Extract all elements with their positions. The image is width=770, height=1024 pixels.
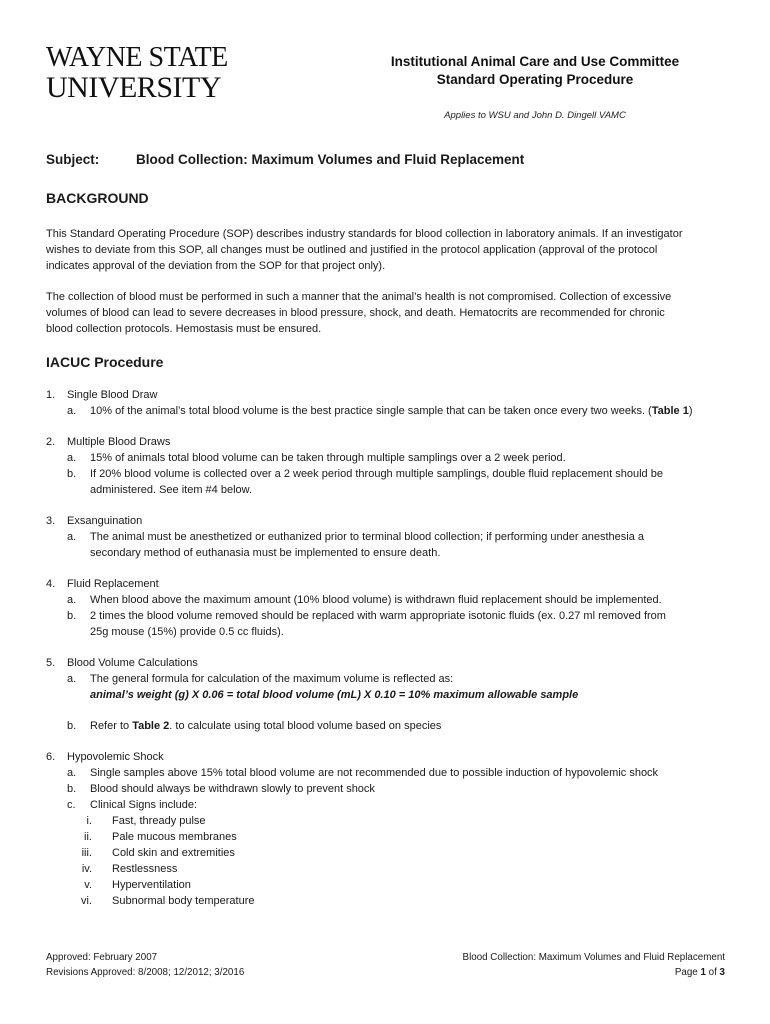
sub-text: 2 times the blood volume removed should be replaced with warm appropriate isotonic fluids (ex. 0.27 ml removed from [90, 610, 666, 622]
item-title: Exsanguination [67, 515, 143, 527]
sub-text: . to calculate using total blood volume based on species [169, 720, 442, 732]
sub-letter: a. [67, 673, 77, 685]
page-indicator [463, 965, 725, 980]
sub-item [46, 529, 736, 561]
sub-item [46, 797, 736, 813]
item-title: Single Blood Draw [67, 389, 158, 401]
subject-value: Blood Collection: Maximum Volumes and Fluid Replacement [136, 152, 525, 167]
sub-item [46, 608, 736, 640]
footer-doc-title: Blood Collection: Maximum Volumes and Fluid Replacement [462, 952, 725, 963]
subject-label: Subject: [46, 152, 100, 167]
procedure-heading: IACUC Procedure [46, 354, 164, 370]
footer-approved: Approved: February 2007 [46, 952, 158, 963]
sign-text: Subnormal body temperature [112, 895, 255, 907]
sub-letter: b. [67, 468, 77, 480]
item-number: 4. [46, 578, 56, 590]
sub-item [46, 466, 736, 498]
sub-item [46, 592, 736, 608]
sign-text: Hyperventilation [112, 879, 191, 891]
list-item-multiple-blood-draws [46, 434, 736, 498]
header-applies: Applies to WSU and John D. Dingell VAMC [444, 110, 626, 121]
item-number: 1. [46, 389, 56, 401]
text-line: volumes of blood can lead to severe decreases in blood pressure, shock, and death. Hematocrits are recommended for chronic [46, 307, 665, 319]
sub-text: Blood should always be withdrawn slowly to prevent shock [90, 783, 375, 795]
roman-numeral: ii. [84, 831, 92, 843]
clinical-sign [46, 877, 736, 893]
page-word: Page [674, 967, 701, 978]
clinical-sign [46, 861, 736, 877]
roman-numeral: iii. [81, 847, 92, 859]
item-number: 2. [46, 436, 56, 448]
background-paragraph-1 [46, 226, 726, 274]
sub-item [46, 718, 736, 734]
page-total: 3 [719, 967, 725, 978]
clinical-sign [46, 845, 736, 861]
sub-text: Refer to [90, 720, 133, 732]
list-item-single-blood-draw [46, 387, 736, 419]
header-title-line-2: Standard Operating Procedure [436, 72, 634, 87]
sub-letter: b. [67, 720, 77, 732]
sub-letter: a. [67, 531, 77, 543]
sub-text: Clinical Signs include: [90, 799, 197, 811]
footer-right [463, 950, 725, 980]
text-line: indicates approval of the deviation from the SOP for that project only). [46, 260, 386, 272]
sub-letter: a. [67, 594, 77, 606]
sub-text-end: ) [688, 405, 693, 417]
text-line: This Standard Operating Procedure (SOP) describes industry standards for blood collection in laboratory animals. If an investigator [46, 228, 683, 240]
sign-text: Cold skin and extremities [112, 847, 235, 859]
sub-text: 15% of animals total blood volume can be taken through multiple samplings over a 2 week period. [90, 452, 566, 464]
item-title: Blood Volume Calculations [67, 657, 198, 669]
sub-item [46, 403, 736, 419]
sign-text: Restlessness [112, 863, 178, 875]
header-title-line-1: Institutional Animal Care and Use Committee [390, 54, 680, 69]
sub-item [46, 671, 736, 687]
sub-letter: b. [67, 783, 77, 795]
sub-item [46, 450, 736, 466]
sub-text: administered. See item #4 below. [90, 484, 253, 496]
sub-text: When blood above the maximum amount (10% blood volume) is withdrawn fluid replacement should be implemented. [90, 594, 662, 606]
logo-line-2: UNIVERSITY [46, 71, 221, 104]
table-2-ref: Table 2 [132, 720, 170, 732]
page-of: of [705, 967, 720, 978]
sub-text: The general formula for calculation of the maximum volume is reflected as: [90, 673, 454, 685]
procedure-list [46, 387, 736, 909]
sub-text: The animal must be anesthetized or euthanized prior to terminal blood collection; if performing under anesthesia a [90, 531, 644, 543]
sub-letter: a. [67, 405, 77, 417]
page-number: 1 [700, 967, 706, 978]
sub-letter: c. [67, 799, 76, 811]
background-heading: BACKGROUND [46, 190, 149, 206]
sub-text: If 20% blood volume is collected over a 2 week period through multiple samplings, double fluid replacement should be [90, 468, 663, 480]
background-paragraph-2 [46, 289, 726, 337]
roman-numeral: iv. [81, 863, 92, 875]
item-title: Hypovolemic Shock [67, 751, 164, 763]
roman-numeral: i. [86, 815, 92, 827]
item-number: 5. [46, 657, 56, 669]
table-1-ref: Table 1 [651, 405, 689, 417]
list-item-hypovolemic-shock [46, 749, 736, 909]
sub-item [46, 781, 736, 797]
clinical-sign [46, 813, 736, 829]
footer-revisions: Revisions Approved: 8/2008; 12/2012; 3/2016 [46, 967, 245, 978]
text-line: blood collection protocols. Hemostasis must be ensured. [46, 323, 322, 335]
item-number: 6. [46, 751, 56, 763]
text-line: wishes to deviate from this SOP, all changes must be outlined and justified in the protocol application (approval of the protocol [46, 244, 658, 256]
clinical-sign [46, 893, 736, 909]
wayne-state-logo [46, 42, 228, 108]
sub-letter: b. [67, 610, 77, 622]
sub-text: 25g mouse (15%) provide 0.5 cc fluids). [90, 626, 284, 638]
footer-left [46, 950, 244, 980]
text-line: The collection of blood must be performed in such a manner that the animal’s health is not compromised. Collection of excessive [46, 291, 672, 303]
roman-numeral: vi. [81, 895, 92, 907]
list-item-exsanguination [46, 513, 736, 561]
sub-item [46, 765, 736, 781]
list-item-fluid-replacement [46, 576, 736, 640]
sub-text: 10% of the animal’s total blood volume is the best practice single sample that can be taken once every two weeks. ( [90, 405, 652, 417]
sub-letter: a. [67, 767, 77, 779]
logo-line-1: WAYNE STATE [46, 42, 228, 73]
sign-text: Fast, thready pulse [112, 815, 206, 827]
item-title: Multiple Blood Draws [67, 436, 171, 448]
sub-text: Single samples above 15% total blood volume are not recommended due to possible induction of hypovolemic shock [90, 767, 659, 779]
item-title: Fluid Replacement [67, 578, 159, 590]
list-item-blood-volume-calculations [46, 655, 736, 734]
sub-text: secondary method of euthanasia must be implemented to ensure death. [90, 547, 441, 559]
blood-volume-formula: animal’s weight (g) X 0.06 = total blood volume (mL) X 0.10 = 10% maximum allowable sample [90, 689, 579, 701]
clinical-sign [46, 829, 736, 845]
sub-letter: a. [67, 452, 77, 464]
roman-numeral: v. [84, 879, 92, 891]
sign-text: Pale mucous membranes [112, 831, 237, 843]
item-number: 3. [46, 515, 56, 527]
